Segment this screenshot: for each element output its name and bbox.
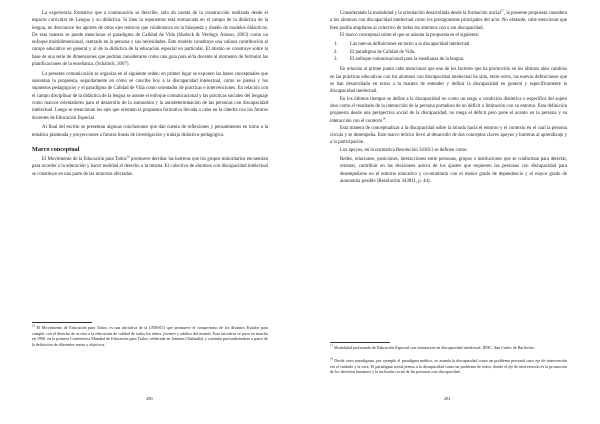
footnote-text: Desde otros paradigmas, por ejemplo el paradigma médico, se asumía la discapacidad como un problema personal cuyo eje de intervención era el cuidado y la cura. El paradigma social piensa a la discapacidad como un problema de todos, donde el eje de intervención es la promoción de los derechos humanos y la inclusión social de las personas con discapacidad. xyxy=(330,358,568,375)
body-paragraph: El marco conceptual sobre el que se asienta la propuesta es el siguiente: xyxy=(340,32,480,38)
paragraph-text: El Movimiento de la Educación para Todos xyxy=(42,157,127,163)
footnote-marker: 18 xyxy=(330,356,333,361)
body-paragraph xyxy=(32,156,268,178)
paragraph-text: promueve derribar las barreras que los grupos minoritarios encuentran para acceder a la educación y hacer realidad el derecho a la misma. El colectivo de alumnos con discapacidad intelectual se constituye en una parte de las minorías afectadas. xyxy=(32,157,269,177)
footnote-rule xyxy=(32,322,92,323)
footnote-text: El Movimiento de Educación para Todos, es una iniciativa de la UNESCO que promueve el compromiso de los distintos Estados para cumplir con el derecho de acceso a la educación de calidad de todos los niños, jóvenes y adultos del mundo. Esta iniciativa se puso en marcha en 1990, en la primera Conferencia Mundial de Educación para Todos, celebrada en Jomtien (Tailandia) y continúa profundizándose a partir de la definición de diferentes metas y objetivos. xyxy=(32,325,268,347)
paragraph-text: , la presente propuesta considera a los alumnos con discapacidad intelectual como los protagonistas principales del acto. No obstante, cabe mencionar que bien podría ampliarse al colectivo de todos los alumnos con o sin discapacidad. xyxy=(330,11,567,31)
footnote-rule xyxy=(330,342,390,343)
list-text: El paradigma de Calidad de Vida. xyxy=(350,49,416,55)
footnote-reference: 17 xyxy=(500,8,504,13)
page-number: 280 xyxy=(146,396,153,401)
section-heading: Marco conceptual xyxy=(32,146,80,154)
body-paragraph: La presente comunicación se organiza en el siguiente orden: en primer lugar se exponen las bases conceptuales que sustentan la propuesta, seguidamente en cómo se concibe hoy a la discapacidad intelectual, cómo se piensa y los supuestos pedagógicos y el paradigma de Calidad de Vida como orientador de prácticas e intervenciones. En relación con el campo disciplinar de la didáctica de la lengua se asume el enfoque comunicacional y las prácticas sociales del lenguaje como marcos orientadores para el desarrollo de la autonomía y la autodeterminación de las personas con discapacidad intelectual. Luego se mencionan los ejes que orientan la propuesta formativa llevada a cabo en la cátedra con los futuros docentes de Educación Especial. xyxy=(32,71,268,121)
framework-list xyxy=(330,41,567,64)
footnote xyxy=(330,358,567,375)
footnote xyxy=(32,325,268,347)
body-paragraph xyxy=(330,96,567,125)
body-paragraph: Los apoyos, en la normativa Resolución 343811 se definen como: xyxy=(340,147,468,153)
page-number: 281 xyxy=(444,396,451,401)
body-paragraph: Esta manera de conceptualizar a la discapacidad sobre la mirada hacia el entorno y el contexto en el cual la persona circula y se desempeña. Este marco teórico llevó al desarrollo de dos conceptos claves apoyos y barreras al aprendizaje y a la participación. xyxy=(330,125,567,146)
body-paragraph: En relación al primer punto cabe mencionar que uno de los factores que ha promovido en los últimos años cambios en las prácticas educativas con los alumnos con discapacidad intelectual ha sido, entre otros, las nuevas definiciones que se han desarrollado en torno a la manera de entender y definir la discapacidad en general y específicamente la discapacidad intelectual. xyxy=(330,67,567,95)
footnote-marker: 17 xyxy=(330,343,333,348)
body-paragraph: La experiencia formativa que a continuación se describe, solo da cuenta de la construcción realizada desde el espacio curricular de Lengua y su didáctica. Si bien la reponemos está enmarcada en el campo de la didáctica de la lengua, no desconoce los aportes de otros ejes teóricos que colaboraron en la búsqueda y diseño de modelos didácticos. De esta manera se puede mencionar el paradigma de Calidad de Vida (Shalock & Verdugo Alonso, 2003) como un enfoque multidimensional, centrado en la persona y sus necesidades. Este modelo constituye una valiosa contribución al campo educativo en general y al de la didáctica de la educación especial en particular. El mismo se construye sobre la base de una serie de dimensiones que podrían considerarse como una guía para el/la docente al momento de formular las planificaciones de la enseñanza. (Schalock, 2007). xyxy=(32,11,268,68)
list-item xyxy=(330,56,567,64)
footnote-reference: 16 xyxy=(126,154,130,159)
list-item xyxy=(330,49,567,57)
list-number: 3. xyxy=(334,57,338,63)
body-paragraph: Al final del escrito se presentan algunas conclusiones que dan cuenta de reflexiones y pensamientos en torno a la temática planteada y proyecciones a futuras líneas de investigación y trabajo didáctico-pedagógico. xyxy=(32,125,268,138)
list-text: El enfoque comunicacional para la enseñanza de la lengua. xyxy=(350,57,465,63)
paragraph-text: Considerando la modalidad y la orientación desarrollada desde la formación inicial xyxy=(340,11,501,16)
footnote-marker: 16 xyxy=(32,323,35,328)
left-page-body xyxy=(32,10,268,178)
list-number: 1. xyxy=(334,42,338,48)
block-quote: Redes, relaciones, posiciones, interacciones entre personas, grupos o instituciones que se conforman para detectar, orientar, contribuir en las decisiones acerca de los ajustes que requieren las personas con discapacidad para desempeñarse en el entorno educativo y co-munitario con el menor grado de dependencia y el mayor grado de autonomía posible (Resolución 343811, p. 44). xyxy=(340,157,567,184)
footnote-text: Modalidad profesando de Educación Especial con orientación en discapacidad intelectual. IFDC. San Carlos de Bariloche. xyxy=(334,345,535,350)
list-item xyxy=(330,41,567,49)
footnote xyxy=(330,345,567,351)
right-page xyxy=(300,0,600,424)
list-number: 2. xyxy=(334,49,338,55)
footnote-reference: 18 xyxy=(382,115,386,120)
body-paragraph xyxy=(330,10,567,32)
right-page-body xyxy=(330,10,567,187)
list-text: Las nuevas definiciones en torno a la discapacidad intelectual xyxy=(350,42,470,48)
paragraph-text: En los últimos tiempos se define a la discapacidad no como un rasgo o condición distintiva o específica del sujeto sino como el resultado de la interacción de la persona portadora de un déficit o limitación con su entorno. Esta definición propuesta desde una perspectiva social de la discapacidad, no niega el déficit pero pone el acento en la persona y su interacción con el contexto xyxy=(330,96,567,124)
paragraph-text: . xyxy=(385,118,387,124)
